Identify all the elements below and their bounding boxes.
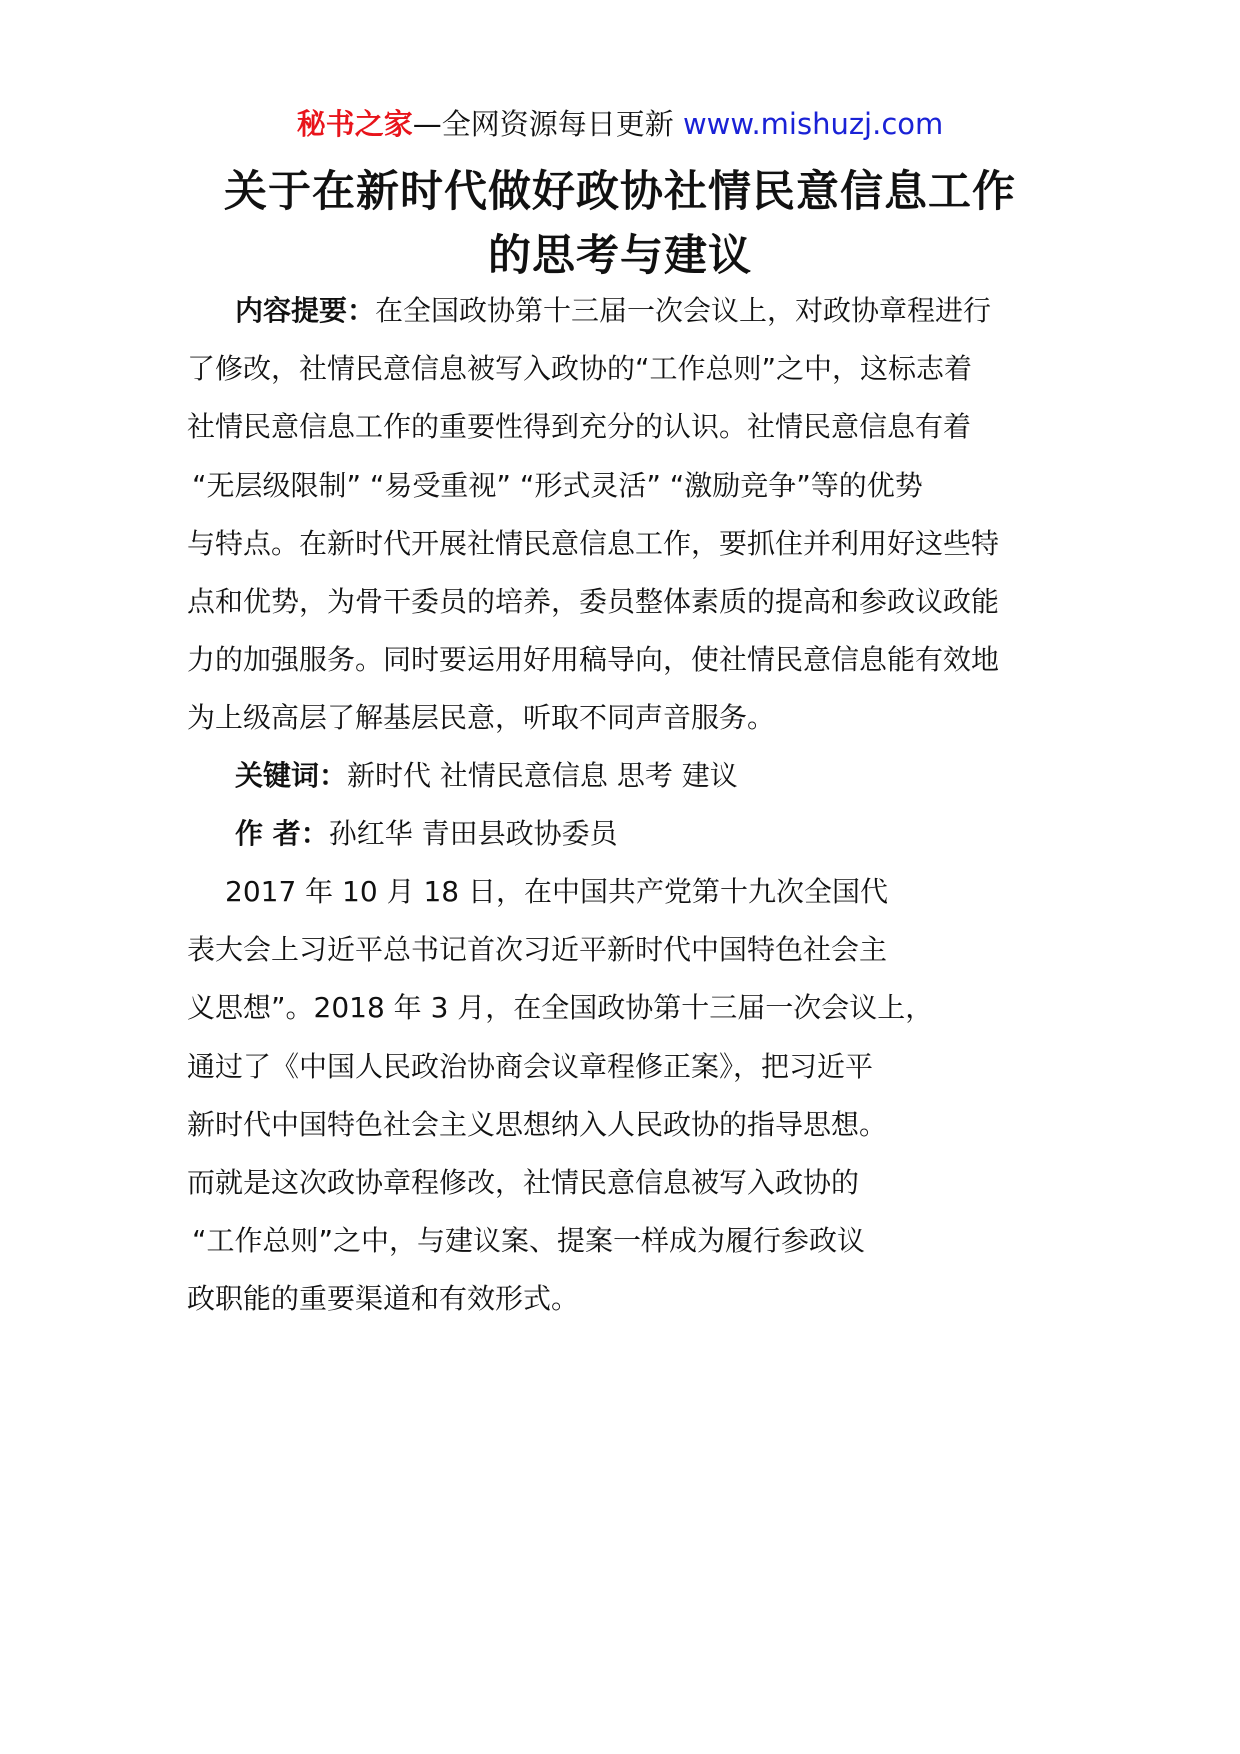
abstract-line: 点和优势，为骨干委员的培养，委员整体素质的提高和参政议政能: [187, 585, 1000, 618]
document-title-line-1: 关于在新时代做好政协社情民意信息工作: [224, 167, 1016, 217]
abstract-label: 内容提要：: [235, 294, 376, 327]
author-line: [235, 812, 618, 856]
abstract-line: 与特点。在新时代开展社情民意信息工作，要抓住并利用好这些特: [187, 527, 1000, 560]
abstract-line: 社情民意信息工作的重要性得到充分的认识。社情民意信息有着: [187, 410, 972, 443]
abstract-line: 为上级高层了解基层民意，听取不同声音服务。: [187, 701, 776, 734]
author-label: 作 者：: [235, 817, 329, 850]
body-line: “工作总则”之中，与建议案、提案一样成为履行参政议: [192, 1224, 866, 1257]
abstract-line: “无层级限制” “易受重视” “形式灵活” “激励竞争”等的优势: [192, 469, 923, 502]
body-line: 义思想”。2018 年 3 月，在全国政协第十三届一次会议上，: [187, 991, 934, 1024]
brand-name: 秘书之家: [296, 107, 413, 141]
keywords-line: [235, 754, 738, 798]
body-line: 政职能的重要渠道和有效形式。: [187, 1282, 580, 1315]
abstract-line: [235, 289, 991, 333]
body-line: 表大会上习近平总书记首次习近平新时代中国特色社会主: [187, 933, 888, 966]
banner-slogan: —全网资源每日更新: [412, 107, 683, 141]
abstract-line: 了修改，社情民意信息被写入政协的“工作总则”之中，这标志着: [187, 352, 973, 385]
abstract-text: 在全国政协第十三届一次会议上，对政协章程进行: [375, 294, 992, 327]
keywords-value: 新时代 社情民意信息 思考 建议: [347, 759, 738, 792]
keywords-label: 关键词：: [235, 759, 348, 792]
document-title-line-2: 的思考与建议: [488, 231, 752, 281]
site-url-link[interactable]: www.mishuzj.com: [682, 107, 944, 141]
abstract-line: 力的加强服务。同时要运用好用稿导向，使社情民意信息能有效地: [187, 643, 1000, 676]
site-banner: [0, 100, 1240, 148]
body-line: 而就是这次政协章程修改，社情民意信息被写入政协的: [187, 1166, 860, 1199]
body-line: 通过了《中国人民政治协商会议章程修正案》，把习近平: [187, 1050, 874, 1083]
body-line: 2017 年 10 月 18 日，在中国共产党第十九次全国代: [225, 875, 889, 908]
author-value: 孙红华 青田县政协委员: [328, 817, 618, 850]
body-line: 新时代中国特色社会主义思想纳入人民政协的指导思想。: [187, 1108, 888, 1141]
